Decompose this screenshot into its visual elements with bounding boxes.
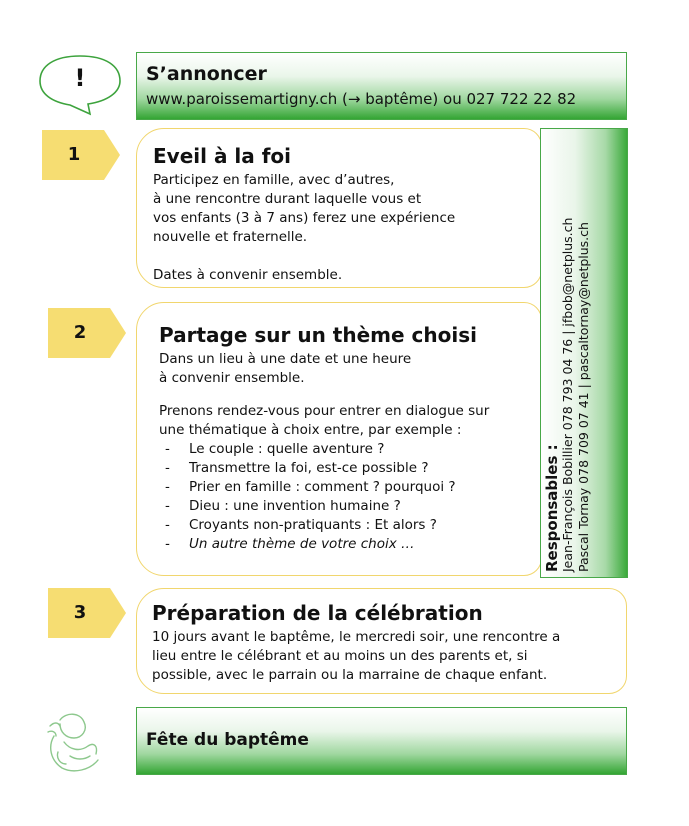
theme-list: [159, 440, 489, 554]
announce-icon-text: !: [74, 64, 86, 92]
theme-item: - Transmettre la foi, est-ce possible ?: [159, 459, 489, 478]
step-2-intro: une thématique à choix entre, par exemple :: [159, 422, 462, 438]
step-1-line: Participez en famille, avec d’autres,: [153, 172, 395, 188]
step-2-intro: Prenons rendez-vous pour entrer en dialogue sur: [159, 403, 490, 419]
theme-item: - Croyants non-pratiquants : Et alors ?: [159, 516, 489, 535]
step-3-title: Préparation de la célébration: [152, 601, 483, 625]
step-3-number: 3: [73, 602, 87, 623]
responsables-block: [544, 132, 622, 572]
step-2-line: Dans un lieu à une date et une heure: [159, 351, 412, 367]
theme-item: - Dieu : une invention humaine ?: [159, 497, 489, 516]
step-1-line: nouvelle et fraternelle.: [153, 229, 308, 245]
step-1-number: 1: [67, 144, 81, 165]
step-3-line: 10 jours avant le baptême, le mercredi soir, une rencontre a: [152, 629, 561, 645]
step-1-note: Dates à convenir ensemble.: [153, 267, 343, 283]
baby-sketch-icon: [40, 706, 108, 776]
step-3-line: possible, avec le parrain ou la marraine de chaque enfant.: [152, 667, 548, 683]
step-1-title: Eveil à la foi: [153, 144, 292, 168]
theme-item: - Le couple : quelle aventure ?: [159, 440, 489, 459]
responsables-title: Responsables :: [543, 444, 561, 572]
announce-title: S’annoncer: [146, 63, 267, 85]
step-1-line: vos enfants (3 à 7 ans) ferez une expérience: [153, 210, 456, 226]
step-2-text: [159, 350, 489, 554]
announce-contact: www.paroissemartigny.ch (→ baptême) ou 027 722 22 82: [146, 90, 577, 108]
step-2-title: Partage sur un thème choisi: [159, 323, 477, 347]
step-1-text: [153, 171, 455, 285]
responsable-1: Jean-François Bobillier 078 793 04 76 | jfbob@netplus.ch: [560, 217, 575, 572]
step-3-line: lieu entre le célébrant et au moins un des parents et, si: [152, 648, 528, 664]
step-2-number: 2: [73, 322, 87, 343]
step-3-text: [152, 628, 560, 685]
step-1-line: à une rencontre durant laquelle vous et: [153, 191, 422, 207]
responsable-2: Pascal Tornay 078 709 07 41 | pascaltornay@netplus.ch: [576, 222, 591, 572]
step-2-line: à convenir ensemble.: [159, 370, 305, 386]
theme-item: - Un autre thème de votre choix …: [159, 535, 489, 554]
fete-title: Fête du baptême: [146, 730, 309, 750]
theme-item: - Prier en famille : comment ? pourquoi ?: [159, 478, 489, 497]
